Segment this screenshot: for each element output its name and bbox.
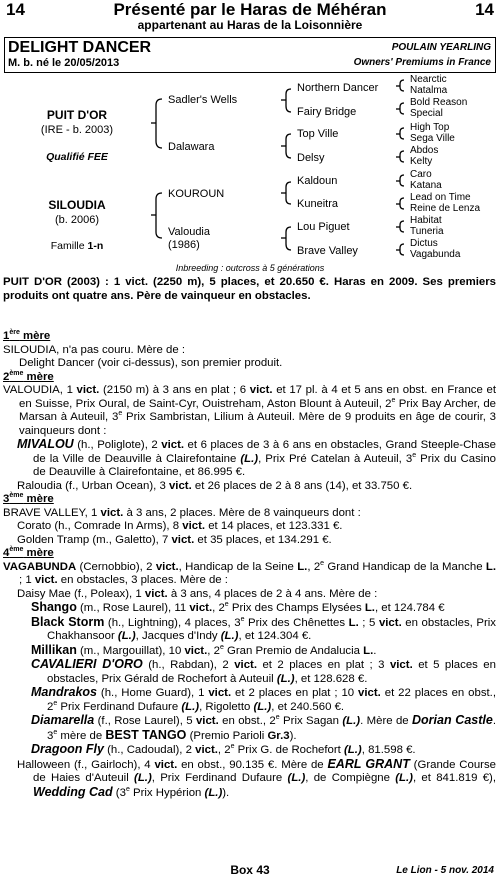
gen2-dam-dam-year: (1986): [168, 239, 200, 251]
gen4-12: Reine de Lenza: [410, 203, 481, 214]
second-dam-record: VALOUDIA, 1 vict. (2150 m) à 3 ans en plat ; 6 vict. et 17 pl. à 4 et 5 ans en obst. en France et en Suisse, Prix Oural, de Saint-Cyr, Ouistreham, Aston Blount à Auteuil, 2e Prix Bay Archer, de Marsan à Auteuil, 3e Prix Sambristan, Lilium à Auteuil. Mère de 9 produits en âge de courir, 3 vainqueurs dont :: [3, 384, 496, 437]
gen4-1: Nearctic: [410, 74, 447, 85]
section-heading-3: 3ème mère: [3, 492, 54, 505]
produce-shango: Shango (m., Rose Laurel), 11 vict., 2e Prix des Champs Elysées L., et 124.784 €: [31, 600, 445, 614]
gen3-7: Lou Piguet: [297, 221, 350, 233]
section-heading-2: 2ème mère: [3, 369, 54, 383]
sire-name: PUIT D'OR: [46, 108, 108, 122]
family-label: Famille: [50, 240, 88, 252]
box-number: Box 43: [230, 863, 270, 877]
produce-corato: Corato (h., Comrade In Arms), 8 vict. et 14 places, et 123.331 €.: [17, 520, 343, 532]
gen4-14: Tuneria: [410, 226, 444, 237]
gen3-6: Kuneitra: [297, 198, 338, 210]
lot-number-left: 14: [6, 0, 25, 19]
gen4-7: Abdos: [410, 145, 439, 156]
inbreeding-note: Inbreeding : outcross à 5 générations: [175, 263, 325, 273]
gen4-8: Kelty: [410, 156, 433, 167]
gen4-16: Vagabunda: [410, 249, 461, 260]
first-dam-line: SILOUDIA, n'a pas couru. Mère de :: [3, 343, 185, 356]
section-heading-1: 1ère mère: [3, 329, 51, 342]
family-value: 1-n: [87, 240, 104, 252]
gen3-1: Northern Dancer: [297, 82, 379, 94]
consignor-title: Présenté par le Haras de Méhéran: [113, 0, 387, 19]
pedigree-table: [0, 72, 500, 277]
produce-golden-tramp: Golden Tramp (m., Galetto), 7 vict. et 35 places, et 134.291 €.: [17, 533, 332, 546]
sire-qualification: Qualifié FEE: [46, 151, 108, 163]
dam-name: SILOUDIA: [48, 198, 106, 212]
third-dam-record: BRAVE VALLEY, 1 vict. à 3 ans, 2 places. Mère de 8 vainqueurs dont :: [3, 506, 361, 519]
gen3-8: Brave Valley: [297, 245, 358, 257]
gen4-11: Lead on Time: [410, 192, 471, 203]
gen2-dam-sire: KOUROUN: [168, 188, 225, 200]
gen3-3: Top Ville: [297, 128, 339, 140]
produce-record: [3, 276, 496, 800]
section-heading-4: 4ème mère: [3, 546, 54, 559]
produce-mivalou: MIVALOU (h., Poliglote), 2 vict. et 6 places de 3 à 6 ans en obstacles, Grand Steeple-Chase de la Ville de Deauville à Clairefontaine (L.), Prix Pré Catelan à Auteuil, 3e Prix du Casino de Deauville à Clairefontaine, et 86.995 €.: [17, 437, 496, 478]
produce-dragoon-fly: Dragoon Fly (h., Cadoudal), 2 vict., 2e Prix G. de Rochefort (L.), 81.598 €.: [31, 742, 416, 756]
horse-box: [4, 37, 496, 73]
owner-subtitle: appartenant au Haras de la Loisonnière: [137, 18, 363, 32]
gen4-5: High Top: [410, 122, 450, 133]
gen2-sire-sire: Sadler's Wells: [168, 94, 238, 106]
lot-number-right: 14: [475, 0, 494, 19]
produce-diamarella: Diamarella (f., Rose Laurel), 5 vict. en obst., 2e Prix Sagan (L.). Mère de Dorian Castle. 3e mère de BEST TANGO (Premio Parioli Gr.3).: [31, 713, 496, 742]
fourth-dam-record: VAGABUNDA (Cernobbio), 2 vict., Handicap de la Seine L., 2e Grand Handicap de la Manche L. ; 1 vict. en obstacles, 3 places. Mère de :: [3, 559, 496, 586]
gen3-5: Kaldoun: [297, 175, 338, 187]
produce-halloween: Halloween (f., Gairloch), 4 vict. en obst., 90.135 €. Mère de EARL GRANT (Grande Course de Haies d'Auteuil (L.), Prix Ferdinand Dufaure (L.), de Compiègne (L.), et 841.819 €), Wedding Cad (3e Prix Hypérion (L.)).: [17, 756, 496, 799]
dam-info: (b. 2006): [54, 214, 100, 226]
gen4-15: Dictus: [410, 238, 438, 249]
produce-mandrakos: Mandrakos (h., Home Guard), 1 vict. et 2 places en plat ; 10 vict. et 22 places en obst., 2e Prix Ferdinand Dufaure (L.), Rigoletto (L.), et 240.560 €.: [31, 685, 497, 713]
owners-premiums: Owners' Premiums in France: [353, 57, 491, 68]
sire-info: (IRE - b. 2003): [40, 124, 114, 136]
gen4-9: Caro: [410, 169, 432, 180]
first-dam-produce: Delight Dancer (voir ci-dessus), son premier produit.: [19, 357, 283, 369]
gen2-dam-dam: Valoudia: [168, 226, 210, 238]
horse-name: DELIGHT DANCER: [8, 39, 152, 56]
sire-note: PUIT D'OR (2003) : 1 vict. (2250 m), 5 places, et 20.650 €. Haras en 2009. Ses premiers produits ont quatre ans. Père de vainqueur en obstacles.: [3, 276, 496, 302]
gen3-2: Fairy Bridge: [297, 106, 357, 118]
produce-daisy-mae: Daisy Mae (f., Poleax), 1 vict. à 3 ans, 4 places de 2 à 4 ans. Mère de :: [17, 587, 378, 600]
gen4-6: Sega Ville: [410, 133, 455, 144]
gen4-4: Special: [410, 108, 443, 119]
sale-venue-date: Le Lion - 5 nov. 2014: [396, 865, 494, 876]
gen2-sire-dam: Dalawara: [168, 141, 215, 153]
dam-family: [22, 240, 132, 252]
gen4-2: Natalma: [410, 85, 448, 96]
produce-black-storm: Black Storm (h., Lightning), 4 places, 3e Prix des Chênettes L. ; 5 vict. en obstacles, Prix Chakhansoor (L.), Jacques d'Indy (L.), et 124.304 €.: [31, 614, 496, 642]
horse-birth: M. b. né le 20/05/2013: [8, 57, 120, 69]
produce-raloudia: Raloudia (f., Urban Ocean), 3 vict. et 26 places de 2 à 8 ans (14), et 33.750 €.: [17, 479, 413, 492]
gen4-3: Bold Reason: [410, 97, 468, 108]
horse-category: POULAIN YEARLING: [391, 42, 491, 53]
produce-millikan: Millikan (m., Margouillat), 10 vict., 2e Gran Premio de Andalucia L..: [31, 642, 377, 657]
gen4-10: Katana: [410, 180, 442, 191]
produce-cavalieri-doro: CAVALIERI D'ORO (h., Rabdan), 2 vict. et 2 places en plat ; 3 vict. et 5 places en obstacles, Prix Gérald de Rochefort à Auteuil (L.), et 128.628 €.: [31, 657, 496, 685]
gen4-13: Habitat: [410, 215, 442, 226]
gen3-4: Delsy: [297, 152, 325, 164]
